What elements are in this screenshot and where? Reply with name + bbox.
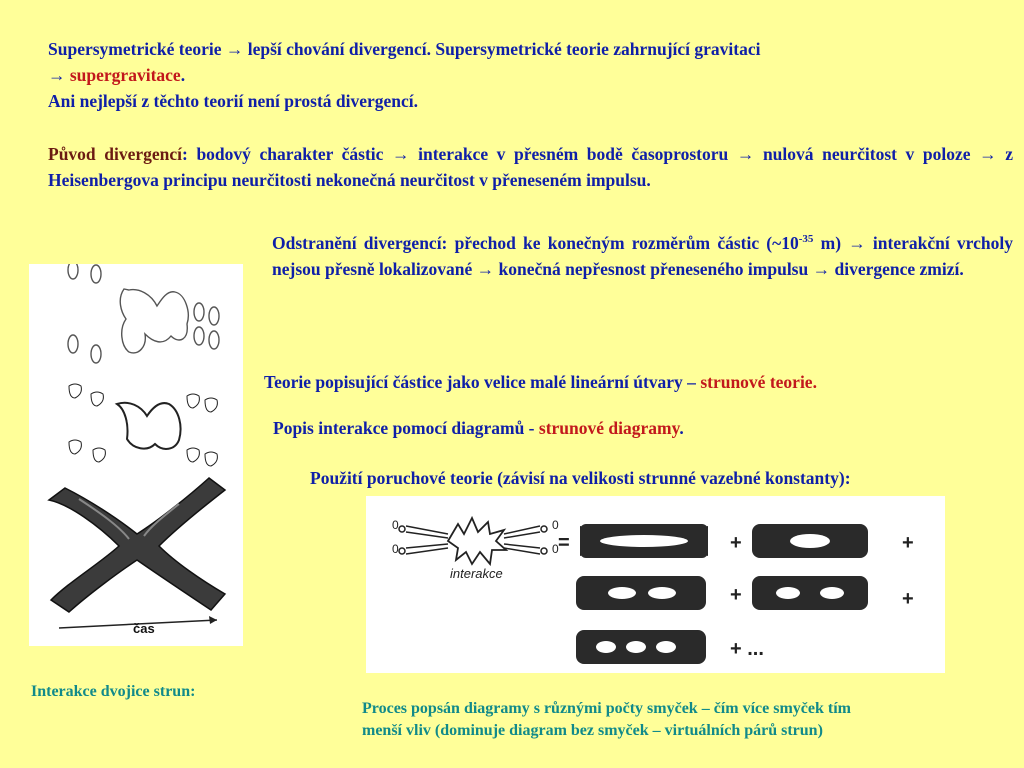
- intro-paragraph: [48, 36, 988, 114]
- string-theory-line: [264, 369, 817, 395]
- intro-line2: [48, 62, 988, 88]
- string-diagrams-prefix: Popis interakce pomocí diagramů -: [273, 418, 539, 438]
- intro-line3: Ani nejlepší z těchto teorií není prostá divergencí.: [48, 91, 419, 111]
- plus-sign-2: +: [902, 532, 914, 554]
- plus-sign-1: +: [730, 532, 742, 554]
- removal-text-before: Odstranění divergencí: přechod ke konečným rozměrům částic (~10: [272, 233, 799, 253]
- time-label: čas: [133, 621, 155, 636]
- zero-label-top-right: 0: [552, 518, 559, 532]
- string-diagrams-line: [273, 415, 684, 441]
- equals-sign: =: [558, 532, 570, 554]
- string-interaction-illustration: [29, 264, 243, 646]
- origin-colon: :: [182, 144, 188, 164]
- removal-text-after: m) → interakční vrcholy nejsou přesně lokalizované → konečná nepřesnost přeneseného impulsu → divergence zmizí.: [272, 233, 1013, 279]
- zero-label-bottom-left: 0: [392, 542, 399, 556]
- zero-label-bottom-right: 0: [552, 542, 559, 556]
- removal-exponent: -35: [798, 233, 814, 246]
- intro-arrow: →: [48, 65, 70, 85]
- string-theory-term: strunové teorie.: [700, 372, 817, 392]
- string-diagrams-period: .: [679, 418, 684, 438]
- intro-period: .: [180, 65, 186, 85]
- interaction-label: interakce: [450, 566, 503, 581]
- intro-line1: Supersymetrické teorie → lepší chování divergencí. Supersymetrické teorie zahrnující gravitaci: [48, 39, 761, 59]
- right-caption-line2: menší vliv (dominuje diagram bez smyček – virtuálních párů strun): [362, 722, 823, 739]
- loop-diagrams-illustration: [366, 496, 945, 673]
- zero-label-top-left: 0: [392, 518, 399, 532]
- origin-paragraph: [48, 141, 1013, 193]
- origin-text: bodový charakter částic → interakce v přesném bodě časoprostoru → nulová neurčitost v poloze → z Heisenbergova principu neurčitosti nekonečná neurčitost v přeneseném impulsu.: [48, 144, 1013, 190]
- perturbation-line: Použití poruchové teorie (závisí na velikosti strunné vazebné konstanty):: [310, 468, 851, 488]
- removal-paragraph: [272, 230, 1013, 282]
- right-caption-line1: Proces popsán diagramy s různými počty smyček – čím více smyček tím: [362, 700, 851, 717]
- string-theory-prefix: Teorie popisující částice jako velice malé lineární útvary –: [264, 372, 701, 392]
- plus-ellipsis: + ...: [730, 638, 764, 660]
- string-diagrams-term: strunové diagramy: [538, 418, 680, 438]
- plus-sign-3: +: [730, 584, 742, 606]
- right-figure-caption: [362, 698, 1012, 742]
- origin-label: Původ divergencí: [48, 144, 183, 164]
- plus-sign-4: +: [902, 588, 914, 610]
- supergravity-term: supergravitace: [69, 65, 181, 85]
- string-interaction-figure: [29, 264, 243, 646]
- loop-diagrams-figure: [366, 496, 945, 673]
- left-figure-caption: Interakce dvojice strun:: [31, 683, 196, 700]
